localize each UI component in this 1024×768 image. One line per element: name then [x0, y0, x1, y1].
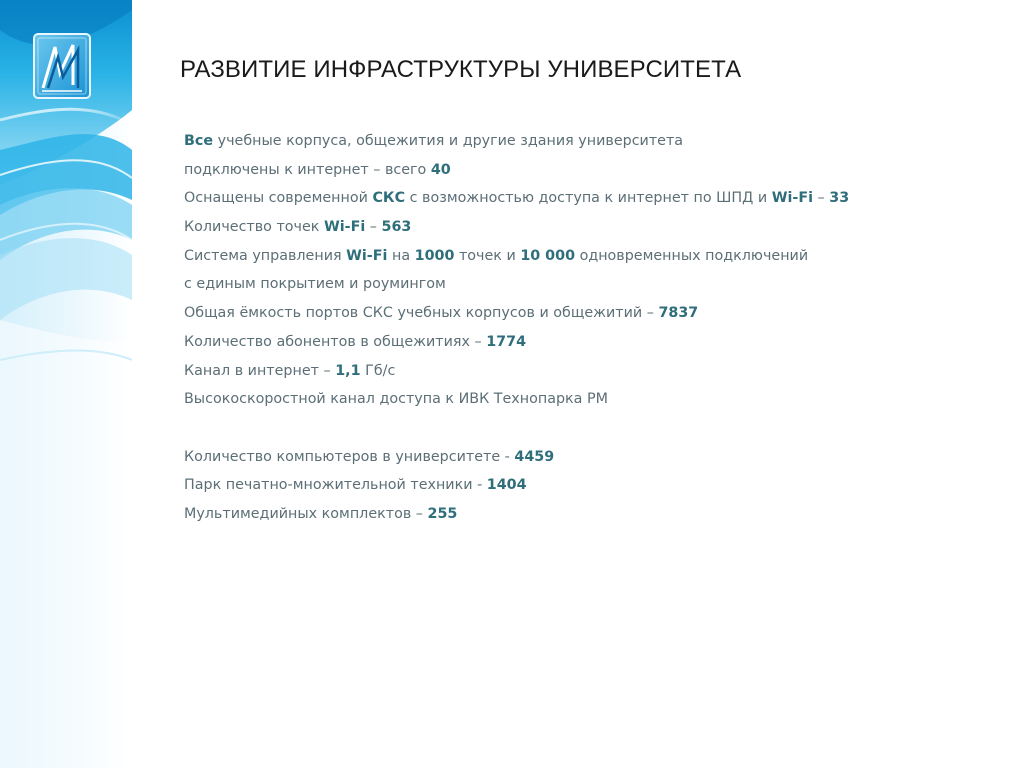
- highlight-value: 33: [829, 190, 850, 207]
- line-text: точек и: [454, 247, 521, 264]
- page-title: РАЗВИТИЕ ИНФРАСТРУКТУРЫ УНИВЕРСИТЕТА: [180, 56, 742, 83]
- highlight-value: Wi-Fi: [346, 247, 388, 264]
- university-logo-icon: [33, 33, 91, 99]
- content-line: [184, 357, 984, 386]
- line-text: на: [387, 247, 415, 264]
- highlight-value: 1404: [486, 477, 527, 494]
- content-line: [184, 328, 984, 357]
- highlight-value: 7837: [658, 305, 699, 322]
- line-text: Общая ёмкость портов СКС учебных корпусов и общежитий –: [184, 305, 659, 322]
- line-text: с возможностью доступа к интернет по ШПД и: [405, 190, 772, 207]
- content-line: [184, 270, 984, 299]
- highlight-value: Wi-Fi: [323, 219, 366, 236]
- content-line: [184, 299, 984, 328]
- line-text: Гб/с: [360, 362, 396, 379]
- line-text: Количество абонентов в общежитиях –: [184, 333, 487, 350]
- highlight-value: 1000: [414, 247, 455, 264]
- content-line: [184, 385, 984, 414]
- line-text: с единым покрытием и роумингом: [184, 276, 446, 293]
- content-line: [184, 471, 984, 500]
- highlight-value: 40: [430, 161, 451, 178]
- highlight-value: 1,1: [335, 362, 361, 379]
- line-text: Оснащены современной: [184, 190, 373, 207]
- line-text: –: [813, 190, 830, 207]
- content-line: [184, 500, 984, 529]
- content-line: [184, 156, 984, 185]
- side-wave-decoration: [0, 0, 132, 768]
- highlight-value: СКС: [372, 190, 406, 207]
- line-text: одновременных подключений: [575, 247, 809, 264]
- line-text: Количество компьютеров в университете -: [184, 448, 515, 465]
- line-text: Мультимедийных комплектов –: [184, 505, 428, 522]
- content-line: [184, 443, 984, 472]
- line-text: Высокоскоростной канал доступа к ИВК Технопарка РМ: [184, 391, 608, 408]
- highlight-value: 563: [381, 219, 412, 236]
- line-text: Канал в интернет –: [184, 362, 336, 379]
- line-text: учебные корпуса, общежития и другие здания университета: [213, 133, 684, 149]
- highlight-value: 10 000: [520, 247, 576, 264]
- content-line: [184, 127, 984, 156]
- line-text: Парк печатно-множительной техники -: [184, 477, 487, 494]
- spacer: [184, 414, 984, 443]
- highlight-value: 255: [427, 505, 458, 522]
- highlight-value: Все: [184, 133, 214, 149]
- content-line: [184, 242, 984, 271]
- highlight-value: Wi-Fi: [771, 190, 814, 207]
- line-text: –: [365, 219, 382, 236]
- line-text: Система управления: [184, 247, 347, 264]
- highlight-value: 1774: [486, 333, 527, 350]
- line-text: Количество точек: [184, 219, 324, 236]
- content-line: [184, 184, 984, 213]
- highlight-value: 4459: [514, 448, 555, 465]
- line-text: подключены к интернет – всего: [184, 161, 431, 178]
- infrastructure-list: [184, 127, 984, 529]
- content-line: [184, 213, 984, 242]
